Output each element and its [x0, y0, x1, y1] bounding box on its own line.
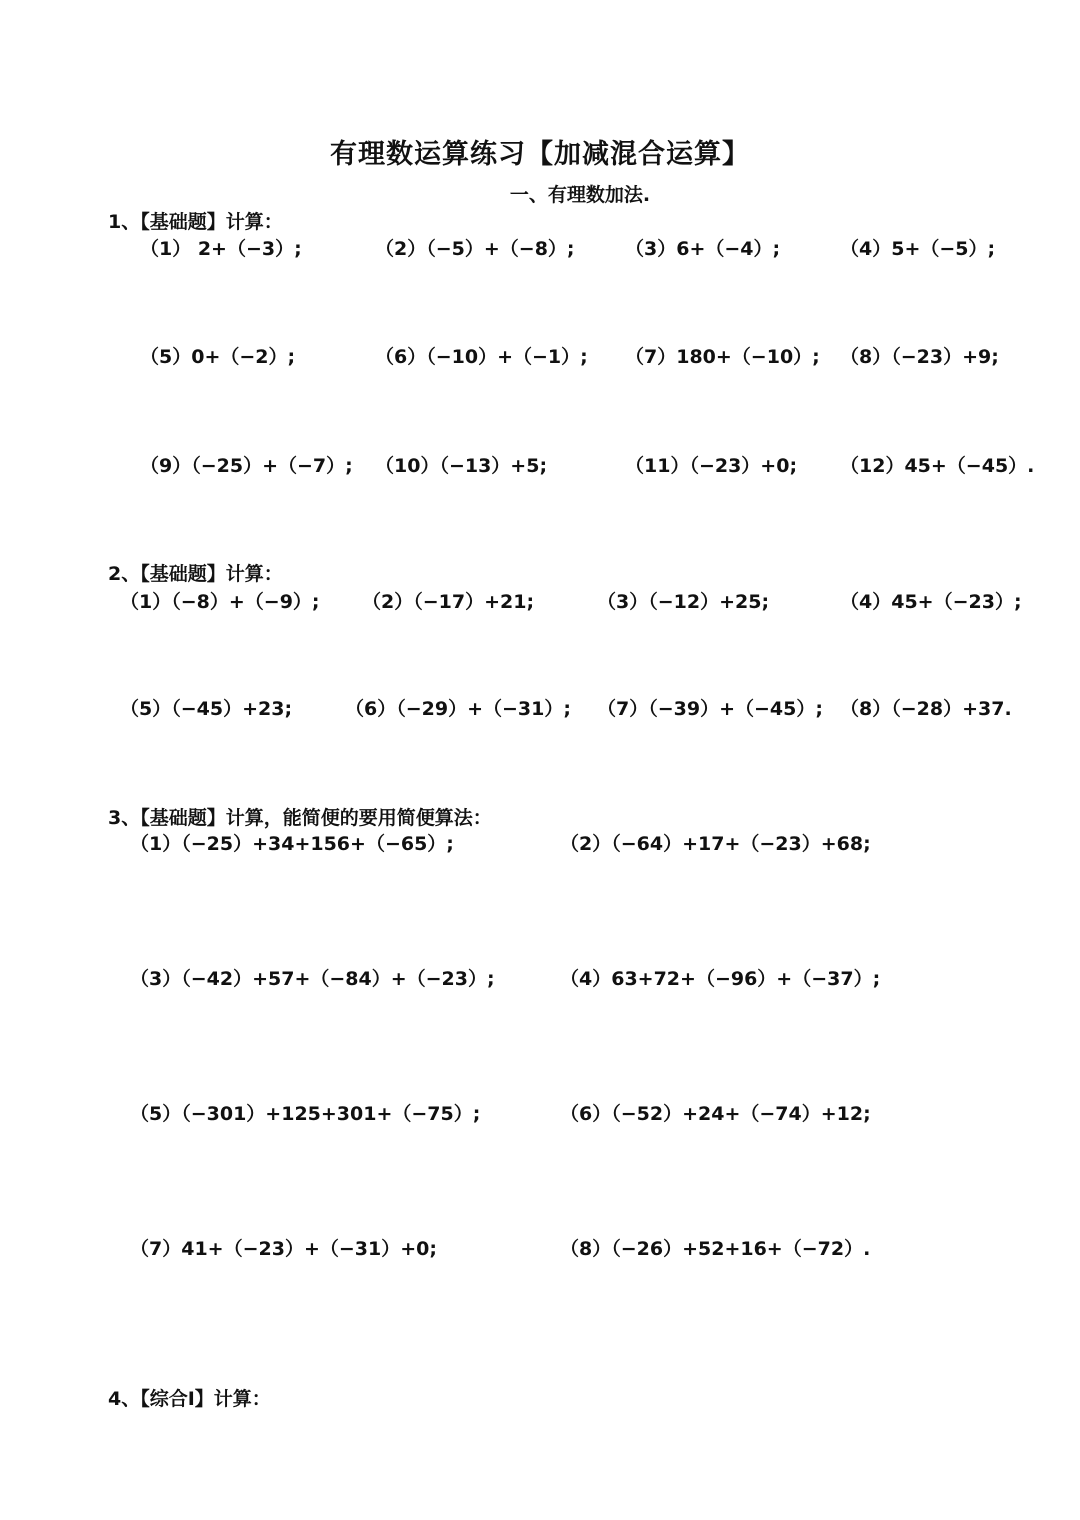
question-3-heading: 3、【基础题】计算，能简便的要用简便算法：: [108, 807, 492, 829]
q1-problem-4: （4）5+（−5）;: [840, 238, 996, 260]
q3-problem-1: （1）（−25）+34+156+（−65）;: [130, 833, 454, 855]
q1-problem-8: （8）（−23）+9;: [840, 346, 999, 368]
q1-problem-5: （5）0+（−2）;: [140, 346, 296, 368]
q3-problem-6: （6）（−52）+24+（−74）+12;: [560, 1103, 871, 1125]
q3-problem-5: （5）（−301）+125+301+（−75）;: [130, 1103, 481, 1125]
q1-problem-3: （3）6+（−4）;: [625, 238, 781, 260]
q1-problem-12: （12）45+（−45）.: [840, 455, 1035, 477]
q2-problem-1: （1）（−8）+（−9）;: [120, 591, 320, 613]
q3-problem-4: （4）63+72+（−96）+（−37）;: [560, 968, 881, 990]
q3-problem-2: （2）（−64）+17+（−23）+68;: [560, 833, 871, 855]
q2-problem-5: （5）（−45）+23;: [120, 698, 293, 720]
q1-problem-7: （7）180+（−10）;: [625, 346, 820, 368]
section-subtitle: 一、有理数加法.: [509, 184, 651, 206]
q1-problem-2: （2）（−5）+（−8）;: [375, 238, 575, 260]
q1-problem-9: （9）（−25）+（−7）;: [140, 455, 353, 477]
q2-problem-7: （7）（−39）+（−45）;: [597, 698, 823, 720]
q1-problem-11: （11）（−23）+0;: [625, 455, 798, 477]
page-title: 有理数运算练习【加减混合运算】: [330, 139, 750, 170]
question-2-heading: 2、【基础题】计算：: [108, 563, 283, 585]
question-4-heading: 4、【综合Ⅰ】计算：: [108, 1388, 271, 1410]
q2-problem-3: （3）（−12）+25;: [597, 591, 770, 613]
q1-problem-6: （6）（−10）+（−1）;: [375, 346, 588, 368]
q2-problem-8: （8）（−28）+37.: [840, 698, 1012, 720]
q2-problem-2: （2）（−17）+21;: [362, 591, 535, 613]
q3-problem-8: （8）（−26）+52+16+（−72）.: [560, 1238, 871, 1260]
q2-problem-6: （6）（−29）+（−31）;: [345, 698, 571, 720]
q1-problem-10: （10）（−13）+5;: [375, 455, 548, 477]
q1-problem-1: （1） 2+（−3）;: [140, 238, 302, 260]
q3-problem-3: （3）（−42）+57+（−84）+（−23）;: [130, 968, 495, 990]
q2-problem-4: （4）45+（−23）;: [840, 591, 1022, 613]
question-1-heading: 1、【基础题】计算：: [108, 211, 283, 233]
q3-problem-7: （7）41+（−23）+（−31）+0;: [130, 1238, 437, 1260]
